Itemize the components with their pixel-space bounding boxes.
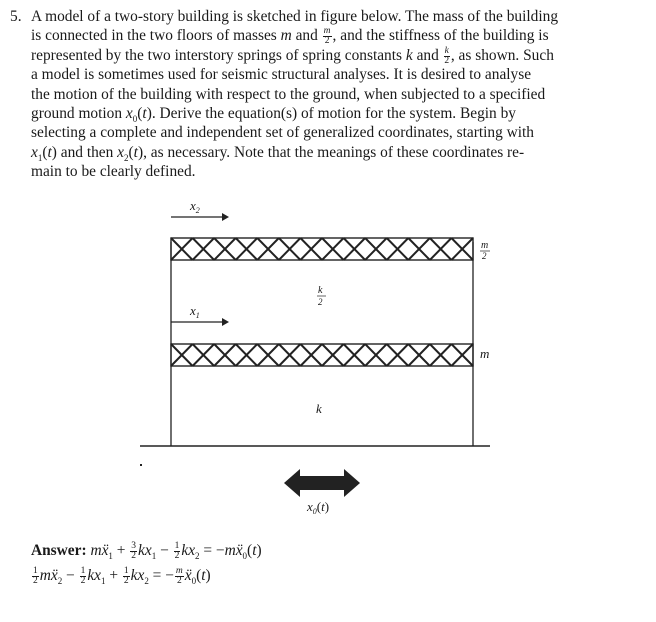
svg-text:2: 2 [318, 297, 323, 307]
svg-text:k: k [318, 285, 323, 296]
x2-arrow [171, 213, 229, 221]
label-x1: $x_1$ [190, 303, 200, 320]
problem-line: $x_1(t)$ and then $x_2(t)$, as necessary. Note that the meanings of these coordinates re- [31, 143, 525, 163]
ground-motion-arrow [284, 469, 360, 497]
label-m: m [480, 346, 490, 361]
answer-block [31, 541, 262, 591]
lower-floor-beam [171, 344, 473, 366]
problem-number: 5. [10, 8, 22, 25]
problem-line: represented by the two interstory springs of spring constants k and $\frac{k}{2}$ , as shown. Such [31, 45, 554, 66]
problem-line: the motion of the building with respect to the ground, when subjected to a specified [31, 85, 546, 103]
problem-line: A model of a two-story building is sketched in figure below. The mass of the building [31, 8, 559, 25]
problem-line: ground motion $x_0(t)$. Derive the equation(s) of motion for the system. Begin by [31, 105, 516, 125]
svg-text:m: m [481, 240, 489, 251]
answer-eq1: Answer: mẍ$_1$ + $\frac{3}{2}$ $kx_1$ − $\frac{1}{2}$ $kx_2$ = −mẍ$_0$(t) [31, 540, 262, 562]
label-m-half [480, 240, 490, 261]
label-k-half [317, 285, 326, 307]
label-x2: $x_2$ [190, 198, 200, 215]
problem-line: is connected in the two floors of masses m and $\frac{m}{2}$ , and the stiffness of the building is [31, 26, 549, 47]
problem-line: selecting a complete and independent set of generalized coordinates, starting with [31, 124, 535, 142]
svg-text:2: 2 [482, 251, 487, 261]
answer-eq2: $\frac{1}{2}$ mẍ$_2$ − $\frac{1}{2}$ $kx_1$ + $\frac{1}{2}$ $kx_2$ = − $\frac{m}{2}$ ẍ$_0$(t) [33, 566, 211, 587]
problem-line: main to be clearly defined. [31, 163, 196, 181]
problem-line: a model is sometimes used for seismic structural analyses. It is desired to analyse [31, 66, 532, 84]
answer-label: Answer: [31, 542, 87, 559]
x1-arrow [171, 318, 229, 326]
top-floor-beam [171, 238, 473, 260]
label-k: k [316, 401, 322, 416]
label-ground-motion: $x_0(t)$ [307, 499, 330, 516]
